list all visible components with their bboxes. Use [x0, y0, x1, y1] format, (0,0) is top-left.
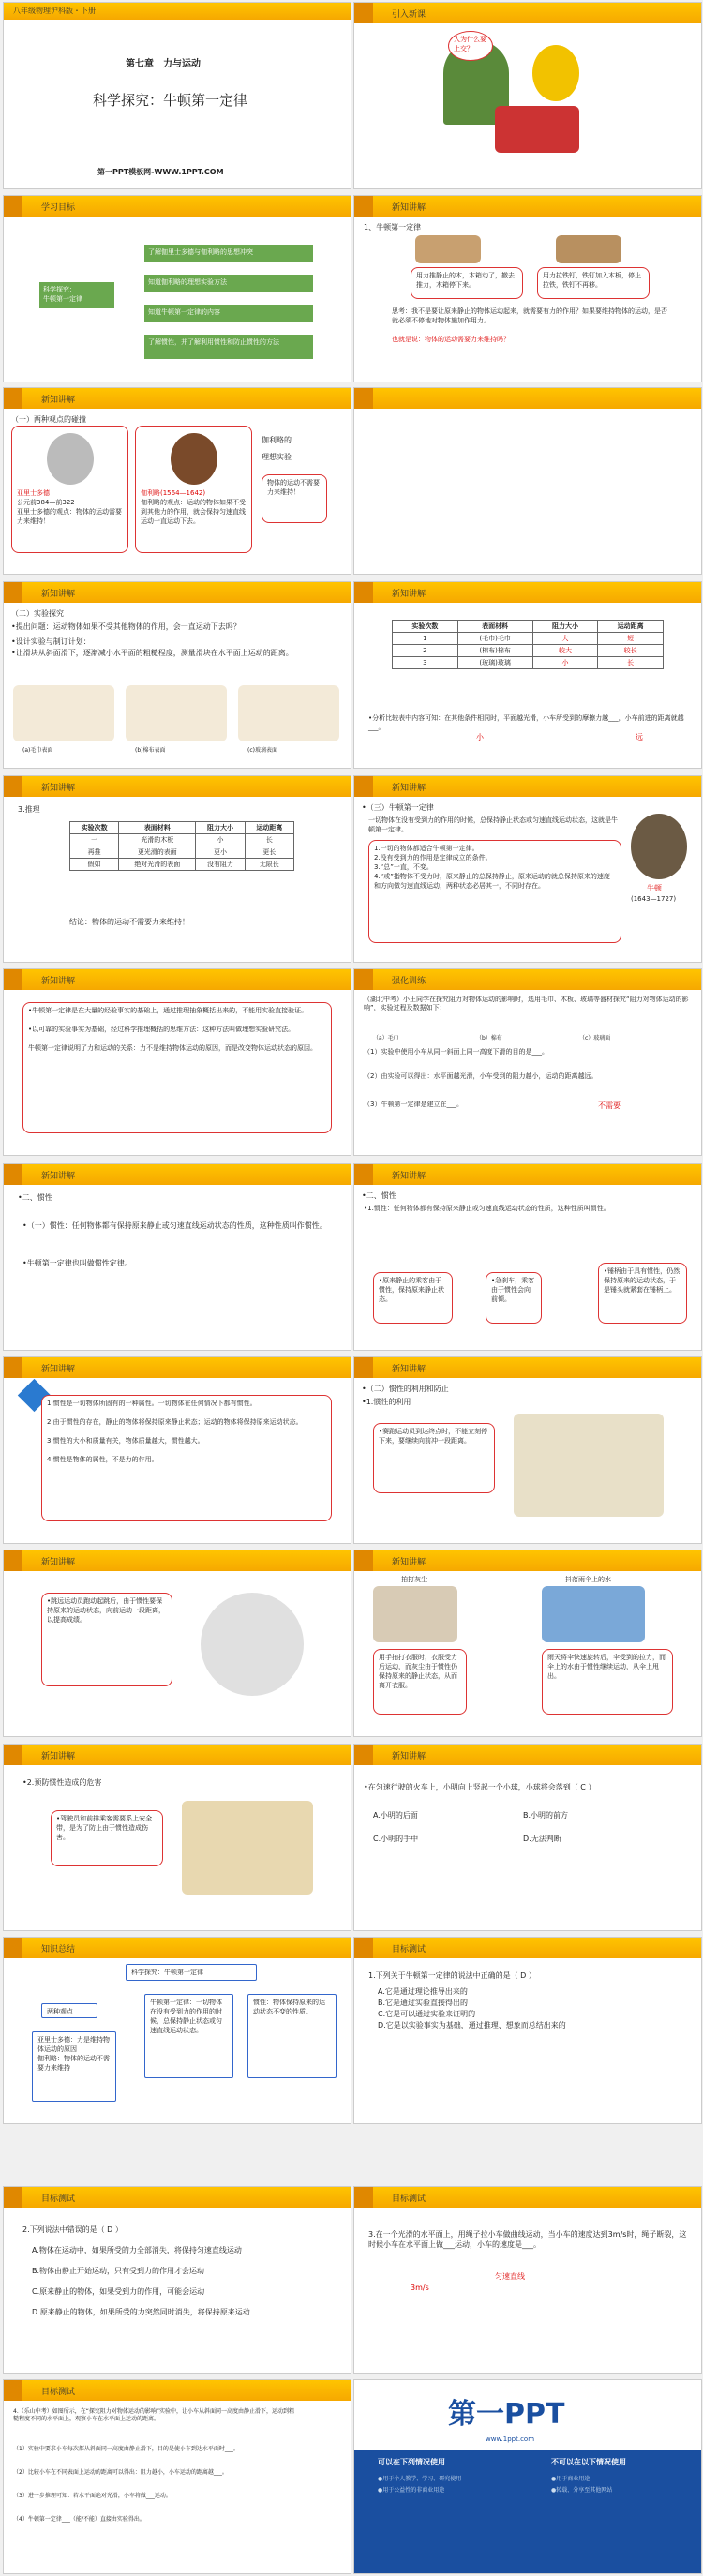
question-text: •让滑块从斜面滑下，逐渐减小水平面的粗糙程度，测量滑块在水平面上运动的距离。: [11, 649, 293, 657]
slide-header-title: 新知讲解: [392, 1365, 426, 1374]
header-accent: [354, 3, 373, 23]
slide-inertia-examples: [353, 1163, 702, 1351]
header-accent: [354, 776, 373, 797]
runner-image: [514, 1414, 664, 1517]
quiz-option: A.它是通过理论推导出来的: [378, 1987, 468, 1996]
ramp-image: [238, 685, 339, 741]
slide-experiment: [3, 581, 352, 769]
practice-answer: 不需要: [598, 1101, 621, 1110]
table-cell: 较长: [598, 645, 664, 657]
slide-header: [4, 196, 351, 217]
slide-newton-law-intro: [353, 195, 702, 382]
ramp-image: [13, 685, 114, 741]
header-accent: [4, 196, 22, 217]
slide-law-notes: [3, 968, 352, 1156]
goal-item: 知道牛顿第一定律的内容: [144, 305, 313, 322]
goal-item: 了解伽里士多德与伽利略的思想冲突: [144, 245, 313, 262]
inertia-def: •（一）惯性：任何物体都有保持原来静止或匀速直线运动状态的性质，这种性质叫作惯性。: [22, 1221, 327, 1230]
header-accent: [354, 1745, 373, 1765]
quiz-question: 1.下列关于牛顿第一定律的说法中正确的是（ D ）: [368, 1971, 536, 1980]
law-note: 4.“或”指物体不受力时，原来静止的总保持静止，原来运动的就总保持原来的速度和方向做匀速直线运动，两种状态必居其一，不同时存在。: [374, 873, 610, 890]
section-sub: （二）实验探究: [11, 609, 64, 618]
table-cell: 一: [70, 834, 119, 846]
license-deny-item: ●转载、分享至其他网站: [551, 2487, 613, 2494]
practice-question: （3）牛顿第一定律是建立在___。: [364, 1101, 463, 1108]
slide-inertia-use: [353, 1356, 702, 1544]
table-row: [70, 846, 294, 859]
table-header: 实验次数: [70, 822, 119, 834]
ppt-url: www.1ppt.com: [486, 2435, 535, 2443]
slide-header-title: 新知讲解: [41, 1752, 76, 1761]
summary-node: 牛顿第一定律：一切物体在没有受到力的作用的时候，总保持静止状态或匀速直线运动状态。: [144, 1994, 233, 2078]
header-accent: [354, 582, 373, 603]
header-accent: [354, 1357, 373, 1378]
section-sub: •二、惯性: [362, 1191, 396, 1200]
table-cell: 小: [532, 657, 598, 669]
table-cell: 长: [245, 834, 293, 846]
quiz-question: •在匀速行驶的火车上，小明向上竖起一个小球，小球将会落到（ C ）: [364, 1783, 596, 1791]
caption-box: 用力推静止的木，木箱动了，撤去推力，木箱停下来。: [411, 267, 523, 299]
table-row: [70, 834, 294, 846]
table-header: 阻力大小: [532, 621, 598, 633]
practice-question: （湖北中考）小王同学在探究阻力对物体运动的影响时，选用毛巾、木板、玻璃等器材探究“阻力对物体运动的影响”，实验过程及数据如下：: [364, 996, 689, 1011]
note-item: 3.惯性的大小和质量有关，物体质量越大，惯性越大。: [47, 1437, 204, 1445]
inertia-law: •牛顿第一定律也叫做惯性定律。: [22, 1259, 132, 1267]
slide-test-2: [3, 2186, 352, 2374]
grade-tag: 八年级物理沪科版・下册: [13, 7, 96, 15]
slide-header-title: 新知讲解: [392, 203, 426, 213]
slide-inertia: [3, 1163, 352, 1351]
jumper-image: [201, 1593, 304, 1696]
note-item: 2.由于惯性的存在，静止的物体将保持原来静止状态；运动的物体将保持原来运动状态。: [47, 1418, 303, 1426]
practice-label: （c）玻璃面: [579, 1035, 611, 1041]
quiz-answer: 3m/s: [411, 2284, 429, 2292]
image-caption: 抖落雨伞上的水: [565, 1576, 611, 1583]
quiz-option: D.它是以实验事实为基础，通过推理、想象而总结出来的: [378, 2021, 566, 2029]
notes-box: [22, 1002, 332, 1133]
slide-summary: [3, 1937, 352, 2124]
slide-header-title: 目标测试: [41, 2388, 76, 2397]
push-box-image: [415, 235, 481, 263]
galileo-name: 伽利略(1564—1642): [141, 489, 206, 497]
umbrella-image: [542, 1586, 645, 1642]
question-mark-illustration: [532, 45, 579, 101]
slide-header-title: 学习目标: [41, 203, 76, 213]
header-accent: [4, 1164, 22, 1185]
law-note: 2.没有受到力的作用是定律成立的条件。: [374, 854, 492, 861]
slide-header-title: 新知讲解: [392, 1172, 426, 1181]
header-accent: [4, 2380, 22, 2401]
section-sub: 3.推理: [18, 805, 40, 814]
example-box: •驾驶员和前排乘客需要系上安全带，是为了防止由于惯性造成伤害。: [51, 1810, 163, 1866]
quiz-option: B.它是通过实验直接得出的: [378, 1999, 469, 2007]
header-accent: [354, 2187, 373, 2208]
right-label: 伽利略的: [262, 436, 292, 444]
table-header: 阻力大小: [196, 822, 245, 834]
caption-box: 用力拉铁钉，铁钉加入木板，停止拉铁，铁钉不再移。: [537, 267, 650, 299]
slide-header: [4, 1745, 351, 1765]
pull-nail-image: [556, 235, 621, 263]
slide-header: [354, 3, 701, 23]
ramp-image: [126, 685, 227, 741]
summary-node: 惯性：物体保持原来的运动状态不变的性质。: [247, 1994, 337, 2078]
section-sub: •（三）牛顿第一定律: [362, 803, 434, 812]
example-box: •赛跑运动员到达终点时，不能立刻停下来，要继续向前冲一段距离。: [373, 1423, 495, 1493]
slide-jump: [3, 1550, 352, 1737]
section-sub: •2.预防惯性造成的危害: [22, 1778, 102, 1787]
aristotle-portrait: [47, 433, 94, 485]
header-accent: [4, 582, 22, 603]
slide-header-title: 新知讲解: [41, 590, 76, 599]
quiz-option: B.小明的前方: [523, 1811, 569, 1820]
slide-header: [354, 1938, 701, 1958]
slide-license: [353, 2379, 702, 2574]
table-cell: 2: [393, 645, 458, 657]
example-box: •跳远运动员跑动起跳后，由于惯性要保持原来的运动状态，向前运动一段距离，以提高成绩。: [41, 1593, 172, 1686]
header-accent: [354, 1550, 373, 1571]
table-cell: 3: [393, 657, 458, 669]
example-box: •急刹车，乘客由于惯性会向前倾。: [486, 1272, 542, 1324]
header-accent: [4, 1550, 22, 1571]
quiz-question: 4.（乐山中考）如图所示，在“探究阻力对物体运动的影响”实验中，让小车从斜面同一高度由静止滑下，运动到粗糙程度不同的水平面上，观察小车在水平面上运动的距离。: [13, 2408, 294, 2422]
answer-2: 远: [636, 733, 643, 741]
table-row: [393, 645, 664, 657]
galileo-card: [135, 426, 252, 553]
quiz-option: A.物体在运动中，如果所受的力全部消失，将保持匀速直线运动: [32, 2246, 242, 2254]
image-caption: 拍打灰尘: [401, 1576, 427, 1583]
header-accent: [4, 1745, 22, 1765]
license-allow-item: ●用于个人教学、学习、研究使用: [378, 2476, 462, 2482]
slide-header-title: 新知讲解: [41, 1365, 76, 1374]
table-row: [70, 859, 294, 871]
results-table: [392, 620, 664, 669]
table-cell: 短: [598, 633, 664, 645]
galileo-view: 伽利略的观点：运动的物体如果不受到其他力的作用，就会保持匀速直线运动一直运动下去。: [141, 499, 246, 525]
practice-question: （1）实验中使用小车从同一斜面上同一高度下滑的目的是___。: [364, 1048, 548, 1056]
table-header: 运动距离: [598, 621, 664, 633]
header-accent: [354, 1938, 373, 1958]
slide-test-1: [353, 1937, 702, 2124]
slide-header: [354, 776, 701, 797]
table-cell: (棉布)棉布: [457, 645, 532, 657]
slide-header: [354, 2187, 701, 2208]
slide-header: [4, 1938, 351, 1958]
aristotle-view: 亚里士多德的观点：物体的运动需要力来维持！: [17, 508, 122, 525]
slide-test-3: [353, 2186, 702, 2374]
slide-header-title: 新知讲解: [392, 1752, 426, 1761]
table-header: 表面材料: [457, 621, 532, 633]
slide-header-title: 引入新课: [392, 10, 426, 20]
table-cell: 长: [598, 657, 664, 669]
page-title: 科学探究：牛顿第一定律: [93, 92, 248, 109]
table-cell: (玻璃)玻璃: [457, 657, 532, 669]
table-row: [393, 657, 664, 669]
slide-header: [4, 776, 351, 797]
section-sub: •二、惯性: [18, 1193, 52, 1202]
table-cell: 1: [393, 633, 458, 645]
quiz-option: C.它是可以通过实验来证明的: [378, 2010, 476, 2018]
license-deny-title: 不可以在以下情况使用: [551, 2458, 626, 2466]
table-cell: 较大: [532, 645, 598, 657]
law-note: 3.“总”一直，不变。: [374, 863, 433, 871]
dust-image: [373, 1586, 457, 1642]
newton-name: 牛顿: [647, 884, 662, 892]
summary-node: 两种观点: [41, 2003, 97, 2018]
note-paragraph: 牛顿第一定律说明了力和运动的关系：力不是维持物体运动的原因，而是改变物体运动状态的原因。: [28, 1044, 317, 1052]
slide-test-4: [3, 2379, 352, 2574]
header-accent: [4, 969, 22, 990]
newton-years: (1643—1727): [631, 895, 677, 903]
note-item: 1.惯性是一切物体所固有的一种属性。一切物体在任何情况下都有惯性。: [47, 1400, 257, 1407]
notes-box: [41, 1395, 332, 1521]
table-cell: 小: [196, 834, 245, 846]
header-accent: [4, 2187, 22, 2208]
slide-header: [4, 2380, 351, 2401]
slide-header-title: 新知讲解: [41, 396, 76, 405]
section-point: 1、牛顿第一定律: [364, 223, 422, 232]
slide-header: [4, 969, 351, 990]
header-accent: [354, 969, 373, 990]
slide-header-title: 目标测试: [392, 1945, 426, 1954]
example-box: 雨天将伞快速旋转后，伞受到的拉力，而伞上的水由于惯性继续运动，从伞上甩出。: [542, 1649, 673, 1715]
slide-header: [354, 196, 701, 217]
quiz-item: （3）进一步推理可知：若水平面绝对光滑，小车将做___运动。: [13, 2493, 172, 2499]
example-box: 用手拍打衣服时，衣服受力后运动，而灰尘由于惯性仍保持原来的静止状态，从而离开衣服。: [373, 1649, 467, 1715]
license-panel: [354, 2450, 701, 2574]
question-text: •提出问题：运动物体如果不受其他物体的作用，会一直运动下去吗？: [11, 622, 241, 631]
practice-label: （a）毛巾: [373, 1035, 399, 1041]
slide-inertia-notes: [3, 1356, 352, 1544]
slide-header-title: 新知讲解: [392, 784, 426, 793]
slide-header: [354, 388, 701, 409]
table-cell: 绝对光滑的表面: [119, 859, 196, 871]
crash-image: [182, 1801, 313, 1895]
ramp-label: (c)玻璃表面: [247, 747, 277, 754]
license-allow-item: ●用于公益性的非商业用途: [378, 2487, 445, 2494]
ramp-label: (b)棉布表面: [135, 747, 166, 754]
answer-1: 小: [476, 733, 484, 741]
slide-header: [354, 1357, 701, 1378]
note-paragraph: •以可靠的实验事实为基础，经过科学推理概括的思维方法：这种方法叫做理想实验研究法。: [28, 1026, 295, 1033]
slide-header: [354, 969, 701, 990]
header-accent: [354, 388, 373, 409]
quiz-option: C.小明的手中: [373, 1835, 419, 1843]
slide-cover: [3, 2, 352, 189]
slide-header-title: 知识总结: [41, 1945, 76, 1954]
table-header: 实验次数: [393, 621, 458, 633]
quiz-option: D.无法判断: [523, 1835, 561, 1843]
conclusion-text: 结论：物体的运动不需要力来维持！: [69, 918, 189, 926]
slide-header: [354, 1550, 701, 1571]
slide-header-title: 新知讲解: [41, 977, 76, 986]
summary-root: 科学探究：牛顿第一定律: [126, 1964, 257, 1981]
conclusion-box: 物体的运动不需要力来维持！: [262, 474, 327, 523]
table-cell: 更小: [196, 846, 245, 859]
header-accent: [354, 196, 373, 217]
slide-practice: [353, 968, 702, 1156]
ppt-logo: 第一PPT: [448, 2398, 565, 2431]
slide-header-title: 新知讲解: [41, 784, 76, 793]
slide-empty: [353, 387, 702, 575]
header-accent: [4, 388, 22, 409]
table-cell: 假如: [70, 859, 119, 871]
site-label: 第一PPT模板网-WWW.1PPT.COM: [97, 168, 224, 176]
quiz-answer: 匀速直线: [495, 2272, 525, 2281]
slide-goals: [3, 195, 352, 382]
slide-header: [354, 582, 701, 603]
slide-header-title: 新知讲解: [392, 590, 426, 599]
table-cell: 大: [532, 633, 598, 645]
slide-header-title: 新知讲解: [41, 1558, 76, 1567]
quiz-question: 2.下列说法中错误的是（ D ）: [22, 2225, 123, 2234]
practice-label: （b）棉布: [476, 1035, 502, 1041]
license-deny-item: ●用于商业用途: [551, 2476, 591, 2482]
aristotle-card: [11, 426, 128, 553]
example-box: •原来静止的乘客由于惯性，保持原来静止状态。: [373, 1272, 453, 1324]
quiz-option: C.原来静止的物体，如果受到力的作用，可能会运动: [32, 2287, 205, 2296]
question-text: •设计实验与制订计划：: [11, 637, 91, 646]
table-row: [393, 633, 664, 645]
speech-bubble: 人为什么要上交？: [448, 31, 493, 61]
law-text: 一切物体在没有受到力的作用的时候，总保持静止状态或匀速直线运动状态，这就是牛顿第一定律。: [368, 816, 618, 833]
galileo-portrait: [171, 433, 217, 485]
quiz-item: （1）实验中要求小车每次都从斜面同一高度由静止滑下，目的是使小车到达水平面时___。: [13, 2446, 239, 2452]
table-header: 运动距离: [245, 822, 293, 834]
header-accent: [354, 1164, 373, 1185]
license-allow-title: 可以在下列情况使用: [378, 2458, 445, 2466]
slide-header-title: 目标测试: [41, 2194, 76, 2204]
slide-header-title: 强化训练: [392, 977, 426, 986]
slide-intro: [353, 2, 702, 189]
inertia-def: •1.惯性：任何物体都有保持原来静止或匀速直线运动状态的性质，这种性质叫惯性。: [364, 1205, 610, 1212]
chapter-title: 第七章 力与运动: [126, 59, 201, 69]
slide-header: [4, 388, 351, 409]
summary-node: 亚里士多德：力是维持物体运动的原因 伽利略：物体的运动不需要力来维持: [32, 2031, 116, 2102]
right-label: 理想实验: [262, 453, 292, 461]
table-cell: (毛巾)毛巾: [457, 633, 532, 645]
slide-header: [354, 1745, 701, 1765]
answer-text: 也就是说：物体的运动需要力来维持吗？: [392, 336, 510, 343]
car-illustration: [495, 106, 579, 153]
table-cell: 更长: [245, 846, 293, 859]
slide-header-title: 新知讲解: [41, 1172, 76, 1181]
quiz-item: （2）比较小车在不同表面上运动的距离可以得出：阻力越小，小车运动的距离越___。: [13, 2469, 228, 2476]
table-header: 表面材料: [119, 822, 196, 834]
slide-newton-law: [353, 775, 702, 963]
slide-header: [4, 582, 351, 603]
aristotle-name: 亚里士多德: [17, 489, 50, 497]
slide-header: [4, 1550, 351, 1571]
section-sub: （一）两种观点的碰撞: [11, 415, 86, 424]
law-note: 1.一切的物体都适合牛顿第一定律。: [374, 845, 479, 852]
slide-results-table: [353, 581, 702, 769]
section-sub: •（二）惯性的利用和防止: [362, 1385, 449, 1393]
law-notes: [368, 840, 621, 943]
slide-header: [4, 2187, 351, 2208]
slide-header-title: 目标测试: [392, 2194, 426, 2204]
reasoning-table: [69, 821, 294, 871]
slide-use-examples: [353, 1550, 702, 1737]
think-text: 思考：我不是要让原来静止的物体运动起来，就需要有力的作用？如果要维持物体的运动，是否就必须不停地对物体施加作用力。: [392, 307, 667, 324]
analysis-text: •分析比较表中内容可知：在其他条件相同时，平面越光滑，小车所受到的摩擦力越___，小车前进的距离就越___。: [368, 714, 684, 731]
quiz-option: D.原来静止的物体，如果所受的力突然同时消失，将保持原来运动: [32, 2308, 250, 2316]
slide-header: [4, 1357, 351, 1378]
ramp-label: (a)毛巾表面: [22, 747, 53, 754]
quiz-question: 3.在一个光滑的水平面上，用绳子拉小车做曲线运动，当小车的速度达到3m/s时，绳子断裂，这时候小车在水平面上做___运动，小车的速度是___。: [368, 2230, 687, 2249]
note-item: 4.惯性是物体的属性，不是力的作用。: [47, 1456, 158, 1463]
table-cell: 更光滑的表面: [119, 846, 196, 859]
goals-center: 科学探究： 牛顿第一定律: [39, 282, 114, 308]
header-accent: [4, 776, 22, 797]
note-paragraph: •牛顿第一定律是在大量的经验事实的基础上，通过推理抽象概括出来的，不能用实验直接验证。: [28, 1007, 308, 1014]
slide-quiz-train: [353, 1744, 702, 1931]
slide-two-views: [3, 387, 352, 575]
example-box: •锤柄由于具有惯性，仍然保持原来的运动状态，于是锤头就紧套在锤柄上。: [598, 1263, 687, 1324]
section-point: •1.惯性的利用: [362, 1398, 411, 1406]
goal-item: 了解惯性，并了解利用惯性和防止惯性的方法: [144, 335, 313, 359]
table-cell: 无限长: [245, 859, 293, 871]
newton-portrait: [631, 814, 687, 879]
practice-question: （2）由实验可以得出：水平面越光滑，小车受到的阻力越小，运动的距离越远。: [364, 1072, 598, 1080]
slide-header-title: 新知讲解: [392, 1558, 426, 1567]
table-cell: 再推: [70, 846, 119, 859]
slide-header: [354, 1164, 701, 1185]
quiz-option: B.物体由静止开始运动，只有受到力的作用才会运动: [32, 2267, 205, 2275]
header-accent: [4, 1357, 22, 1378]
aristotle-years: 公元前384—前322: [17, 499, 75, 506]
table-cell: 没有阻力: [196, 859, 245, 871]
goal-item: 知道伽利略的理想实验方法: [144, 275, 313, 292]
slide-reasoning: [3, 775, 352, 963]
quiz-option: A.小明的后面: [373, 1811, 418, 1820]
slide-header: [4, 1164, 351, 1185]
quiz-item: （4）牛顿第一定律___（能/不能）直接由实验得出。: [13, 2516, 145, 2523]
header-accent: [4, 1938, 22, 1958]
slide-prevent: [3, 1744, 352, 1931]
table-cell: 光滑的木板: [119, 834, 196, 846]
